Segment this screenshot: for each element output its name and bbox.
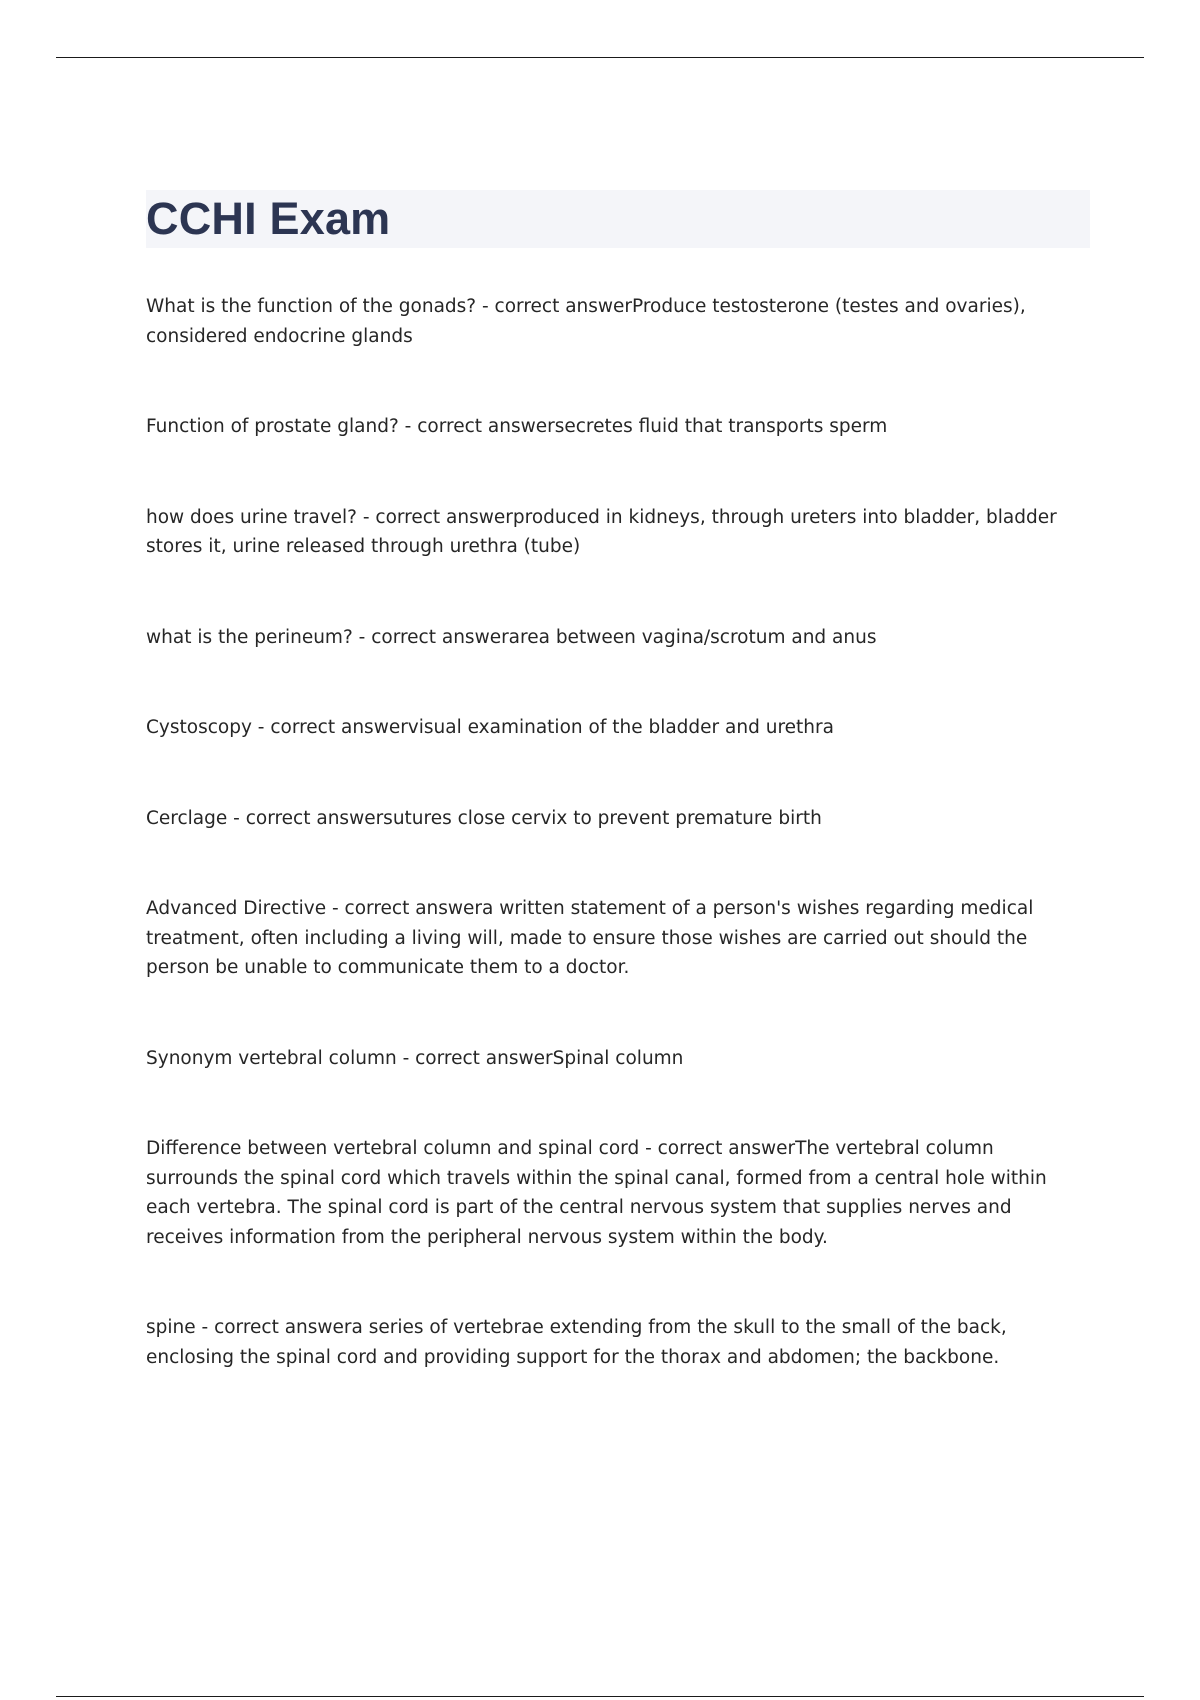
qa-item-cerclage: Cerclage - correct answersutures close cervix to prevent premature birth [146, 807, 822, 829]
page-title: CCHI Exam [146, 193, 391, 244]
footer-rule [56, 1696, 1144, 1697]
qa-item-cystoscopy: Cystoscopy - correct answervisual examination of the bladder and urethra [146, 717, 834, 738]
qa-item-advanced-directive: Advanced Directive - correct answera written statement of a person's wishes regarding medical treatment, often including a living will, made to ensure those wishes are carried out should the person be unable to communicate them to a doctor. [146, 898, 1034, 978]
qa-item-prostate: Function of prostate gland? - correct answersecretes fluid that transports sperm [146, 416, 888, 437]
qa-item-vertebral-synonym: Synonym vertebral column - correct answerSpinal column [146, 1047, 684, 1069]
qa-item-vertebral-vs-spinal-cord: Difference between vertebral column and spinal cord - correct answerThe vertebral column surrounds the spinal cord which travels within the spinal canal, formed from a central hole within each vertebra. The spinal cord is part of the central nervous system that supplies nerves and receives information from the peripheral nervous system within the body. [146, 1138, 1047, 1248]
qa-item-urine-travel: how does urine travel? - correct answerproduced in kidneys, through ureters into bladder, bladder stores it, urine released through urethra (tube) [146, 506, 1057, 557]
qa-item-spine: spine - correct answera series of vertebrae extending from the skull to the small of the back, enclosing the spinal cord and providing support for the thorax and abdomen; the backbone. [146, 1317, 1007, 1368]
qa-list [146, 292, 1086, 1433]
qa-item-gonads: What is the function of the gonads? - correct answerProduce testosterone (testes and ovaries), considered endocrine glands [146, 296, 1026, 347]
qa-item-perineum: what is the perineum? - correct answerarea between vagina/scrotum and anus [146, 626, 877, 648]
header-rule [56, 57, 1144, 58]
